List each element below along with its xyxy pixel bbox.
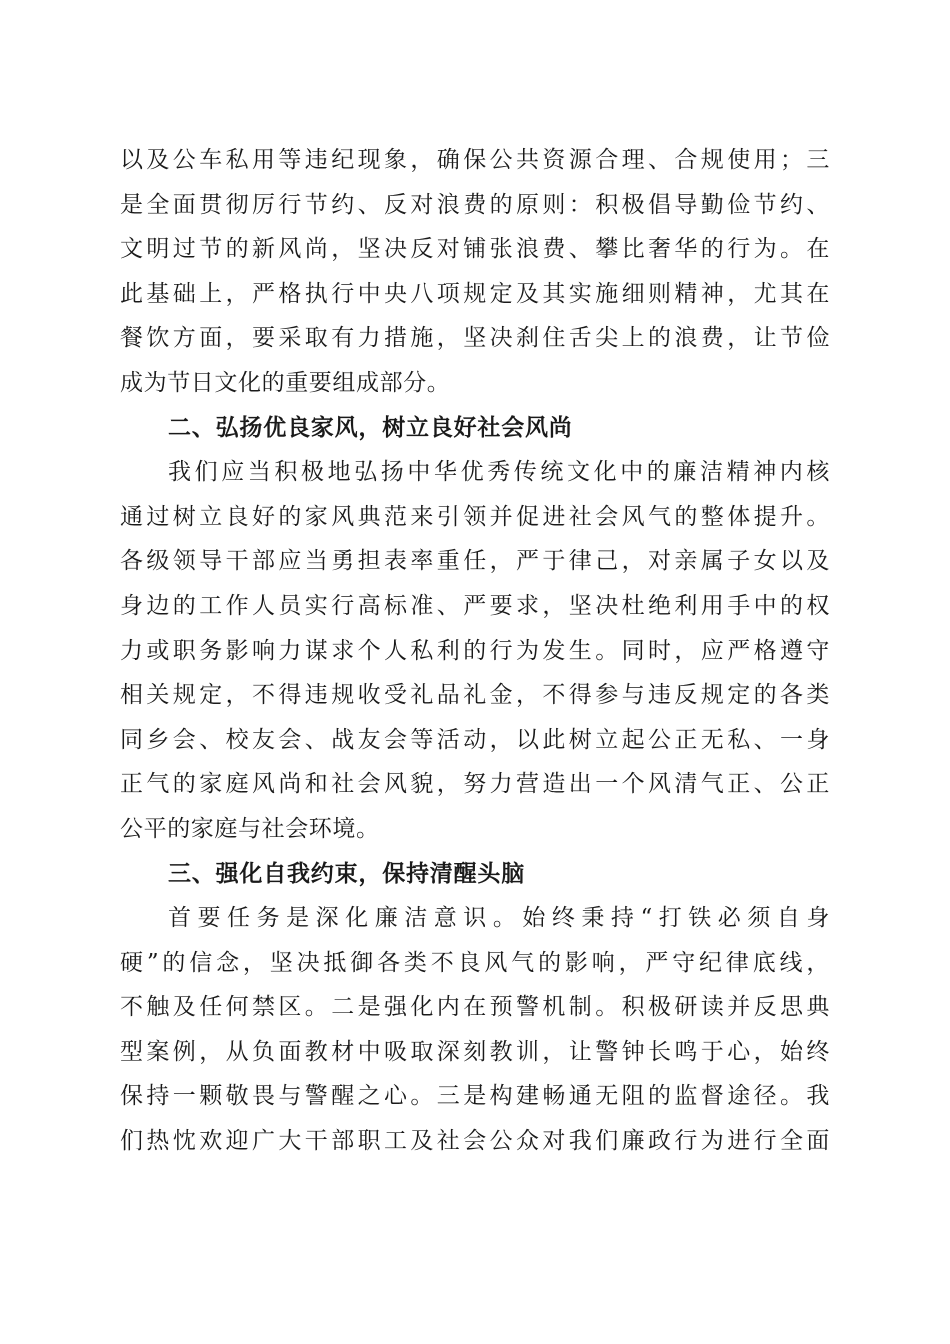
paragraph-line: 餐饮方面，要采取有力措施，坚决刹住舌尖上的浪费，让节俭 (120, 325, 830, 352)
paragraph-line: 硬”的信念，坚决抵御各类不良风气的影响，严守纪律底线， (120, 949, 830, 976)
section-heading-3: 三、强化自我约束，保持清醒头脑 (168, 860, 525, 887)
paragraph-line: 身边的工作人员实行高标准、严要求，坚决杜绝利用手中的权 (120, 592, 830, 619)
paragraph-line: 同乡会、校友会、战友会等活动，以此树立起公正无私、一身 (120, 726, 830, 753)
paragraph-line: 我们应当积极地弘扬中华优秀传统文化中的廉洁精神内核 (168, 459, 830, 486)
paragraph-line: 们热忱欢迎广大干部职工及社会公众对我们廉政行为进行全面 (120, 1128, 830, 1155)
paragraph-line: 各级领导干部应当勇担表率重任，严于律己，对亲属子女以及 (120, 548, 830, 575)
paragraph-line: 不触及任何禁区。二是强化内在预警机制。积极研读并反思典 (120, 994, 830, 1021)
paragraph-line: 通过树立良好的家风典范来引领并促进社会风气的整体提升。 (120, 503, 830, 530)
document-page (120, 138, 830, 1164)
paragraph-2 (120, 450, 830, 851)
paragraph-line: 此基础上，严格执行中央八项规定及其实施细则精神，尤其在 (120, 280, 830, 307)
paragraph-line: 成为节日文化的重要组成部分。 (120, 369, 451, 396)
paragraph-line: 是全面贯彻厉行节约、反对浪费的原则：积极倡导勤俭节约、 (120, 191, 830, 218)
paragraph-line: 正气的家庭风尚和社会风貌，努力营造出一个风清气正、公正 (120, 771, 830, 798)
paragraph-line: 首要任务是深化廉洁意识。始终秉持“打铁必须自身 (168, 905, 830, 932)
paragraph-line: 文明过节的新风尚，坚决反对铺张浪费、攀比奢华的行为。在 (120, 236, 830, 263)
paragraph-line: 型案例，从负面教材中吸取深刻教训，让警钟长鸣于心，始终 (120, 1038, 830, 1065)
paragraph-line: 相关规定，不得违规收受礼品礼金，不得参与违反规定的各类 (120, 682, 830, 709)
paragraph-line: 以及公车私用等违纪现象，确保公共资源合理、合规使用；三 (120, 147, 830, 173)
paragraph-1 (120, 138, 830, 406)
paragraph-3 (120, 896, 830, 1164)
paragraph-line: 力或职务影响力谋求个人私利的行为发生。同时，应严格遵守 (120, 637, 830, 664)
section-heading-2: 二、弘扬优良家风，树立良好社会风尚 (168, 414, 573, 441)
paragraph-line: 保持一颗敬畏与警醒之心。三是构建畅通无阻的监督途径。我 (120, 1083, 830, 1110)
paragraph-line: 公平的家庭与社会环境。 (120, 815, 380, 842)
